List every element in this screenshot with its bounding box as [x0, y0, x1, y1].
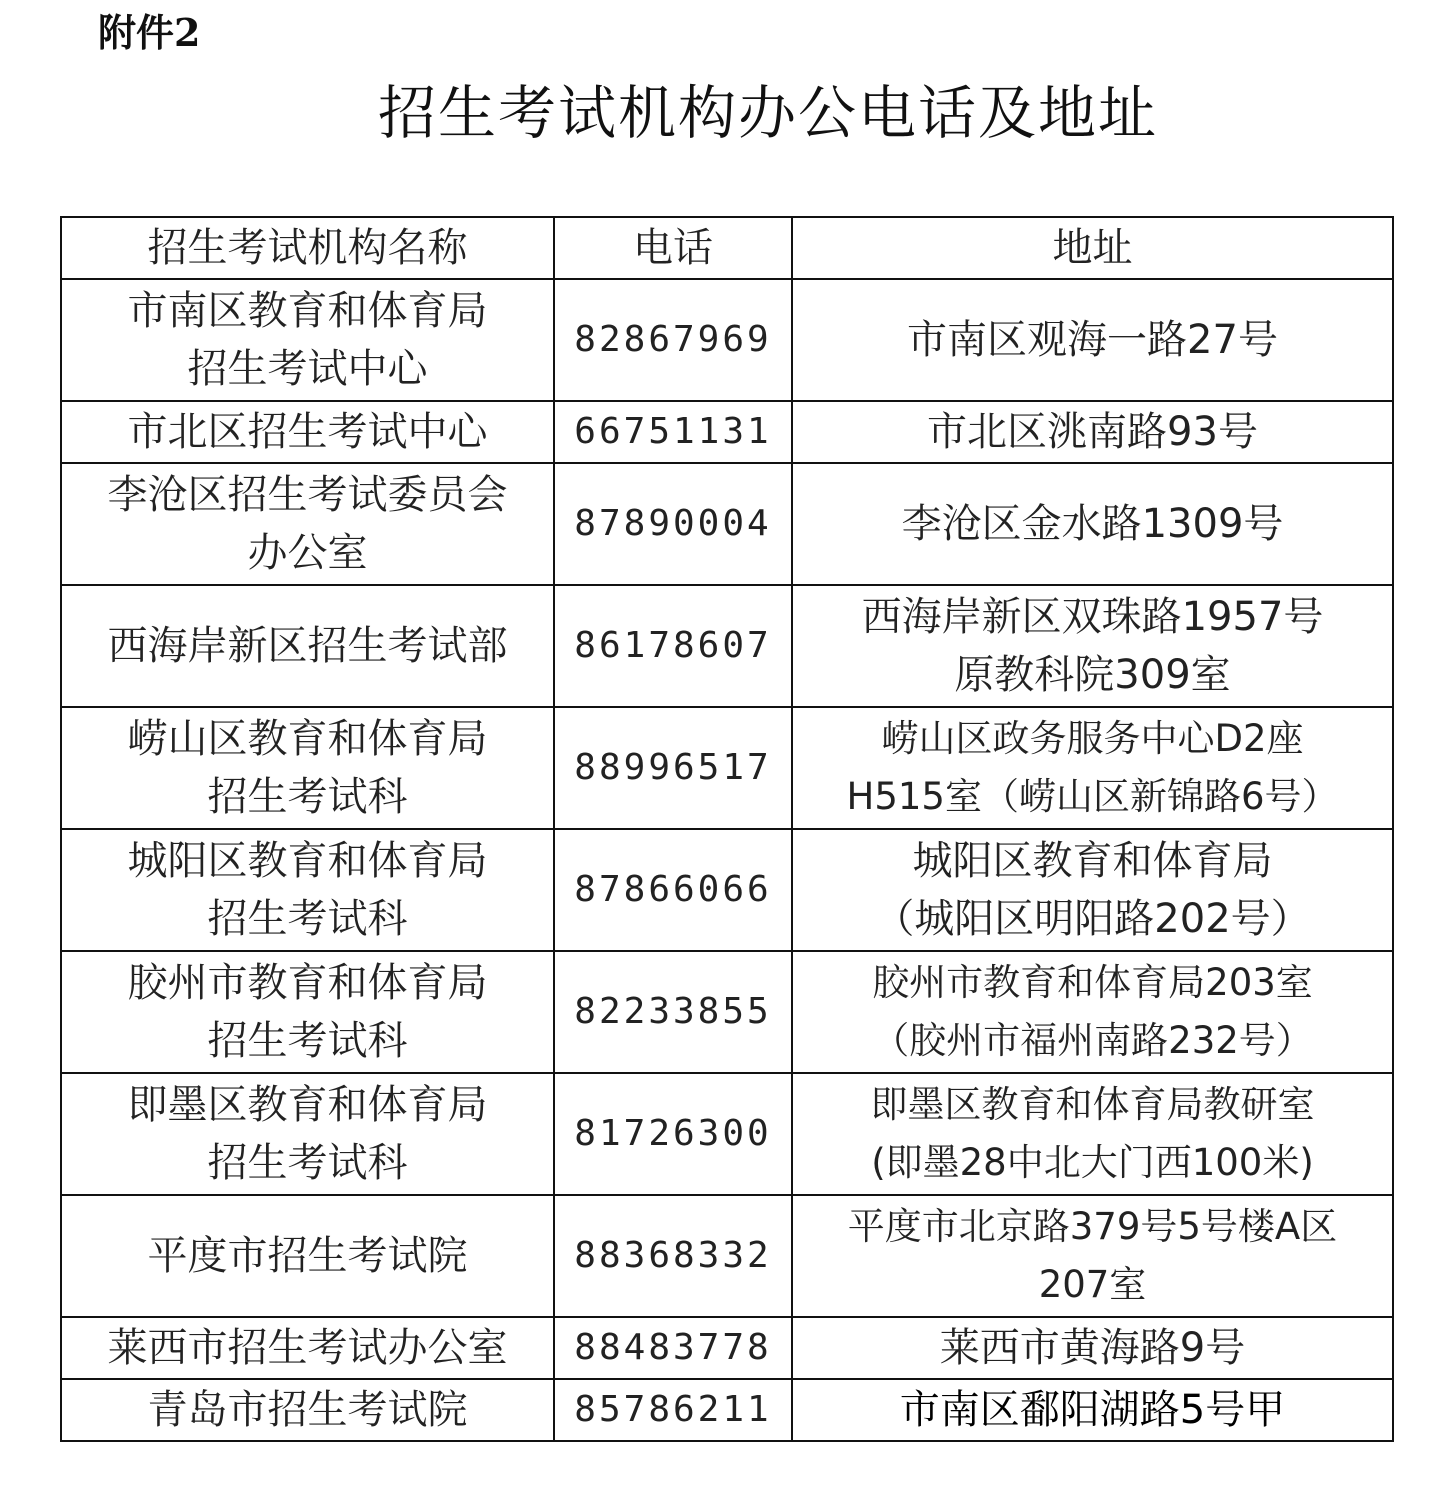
header-phone: 电话: [554, 217, 792, 279]
phone-number: 87866066: [554, 829, 792, 951]
address: 市南区观海一路27号: [792, 279, 1393, 401]
table-row: [61, 829, 1393, 951]
address: 平度市北京路379号5号楼A区 207室: [792, 1195, 1393, 1317]
address: 胶州市教育和体育局203室 （胶州市福州南路232号）: [792, 951, 1393, 1073]
phone-number: 87890004: [554, 463, 792, 585]
institution-name: 崂山区教育和体育局 招生考试科: [61, 707, 554, 829]
phone-number: 82233855: [554, 951, 792, 1073]
institution-name: 城阳区教育和体育局 招生考试科: [61, 829, 554, 951]
institution-name: 市南区教育和体育局 招生考试中心: [61, 279, 554, 401]
institution-name: 莱西市招生考试办公室: [61, 1317, 554, 1379]
institution-name: 西海岸新区招生考试部: [61, 585, 554, 707]
institution-name: 青岛市招生考试院: [61, 1379, 554, 1441]
institution-name: 李沧区招生考试委员会 办公室: [61, 463, 554, 585]
phone-number: 81726300: [554, 1073, 792, 1195]
phone-number: 88368332: [554, 1195, 792, 1317]
document-title: 招生考试机构办公电话及地址: [377, 79, 1158, 147]
table-row: [61, 585, 1393, 707]
header-address: 地址: [792, 217, 1393, 279]
institution-name: 市北区招生考试中心: [61, 401, 554, 463]
table-row: [61, 1073, 1393, 1195]
table-row: [61, 1195, 1393, 1317]
table-row: [61, 1379, 1393, 1441]
table-row: [61, 707, 1393, 829]
phone-number: 85786211: [554, 1379, 792, 1441]
institution-name: 即墨区教育和体育局 招生考试科: [61, 1073, 554, 1195]
contacts-table: [60, 216, 1394, 1442]
phone-number: 88996517: [554, 707, 792, 829]
phone-number: 88483778: [554, 1317, 792, 1379]
institution-name: 平度市招生考试院: [61, 1195, 554, 1317]
address: 西海岸新区双珠路1957号 原教科院309室: [792, 585, 1393, 707]
table-header-row: [61, 217, 1393, 279]
phone-number: 86178607: [554, 585, 792, 707]
table-row: [61, 951, 1393, 1073]
address: 市南区鄱阳湖路5号甲: [792, 1379, 1393, 1441]
address: 城阳区教育和体育局 （城阳区明阳路202号）: [792, 829, 1393, 951]
table-row: [61, 279, 1393, 401]
table-row: [61, 401, 1393, 463]
phone-number: 66751131: [554, 401, 792, 463]
address: 李沧区金水路1309号: [792, 463, 1393, 585]
institution-name: 胶州市教育和体育局 招生考试科: [61, 951, 554, 1073]
header-name: 招生考试机构名称: [61, 217, 554, 279]
address: 即墨区教育和体育局教研室 (即墨28中北大门西100米): [792, 1073, 1393, 1195]
address: 市北区洮南路93号: [792, 401, 1393, 463]
phone-number: 82867969: [554, 279, 792, 401]
address: 崂山区政务服务中心D2座 H515室（崂山区新锦路6号）: [792, 707, 1393, 829]
attachment-label: 附件2: [98, 10, 201, 55]
table-row: [61, 463, 1393, 585]
table-row: [61, 1317, 1393, 1379]
address: 莱西市黄海路9号: [792, 1317, 1393, 1379]
